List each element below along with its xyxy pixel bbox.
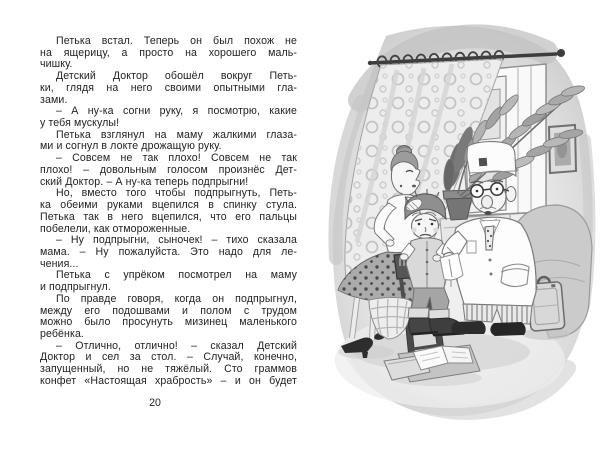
text-line: ребёнка. [40,327,84,340]
text-line: Но, вместо того чтобы подпрыгнуть, Петь- [56,187,297,200]
text-line: у тебя мускулы! [40,117,120,130]
doctor-coat [453,217,536,306]
text-line: можно было просунуть мизинец маленького [40,316,297,329]
text-line: – Совсем не так плохо! Совсем не так [56,152,297,165]
text-line: ки, глядя на него своими опытными гла- [40,81,297,94]
text-line: конфет «Настоящая храбрость» – и он будет [40,374,297,387]
text-line: мама. – Ну пожалуйста. Это надо для ле- [40,245,297,258]
text-line: Доктор и сел за стол. – Случай, конечно, [40,351,297,364]
text-line: ми и согнул в локте дрожащую руку. [40,140,222,153]
text-line: По правде говоря, когда он подпрыгнул, [56,292,297,305]
text-line: – А ну-ка согни руку, я посмотрю, какие [56,105,297,118]
text-line: Петька взглянул на маму жалкими глаза- [56,128,297,141]
boy-hand [400,254,408,260]
text-line: Петька с упрёком посмотрел на маму [56,269,297,282]
text-line: Петька так в него вцепился, что его пальцы [40,210,297,223]
text-line: ский Доктор. – А ну-ка теперь подпрыгни! [40,175,249,188]
text-line: зами. [40,93,68,106]
text-line: чишку. [40,58,73,71]
page-number: 20 [149,397,161,409]
text-line: между его подошвами и полом с трудом [40,304,297,317]
doctor-shoe [451,321,485,334]
story-illustration [328,8,598,438]
text-line: ка обеими руками вцепился в спинку стула. [40,199,297,212]
text-line: Петька встал. Теперь он был похож не [56,35,297,47]
page-text [40,36,297,388]
text-line: запущенный, но не тяжёлый. Сто граммов [40,363,297,376]
text-line: на ящерицу, а просто на хорошего маль- [40,46,297,59]
text-line: – Отлично, отлично! – сказал Детский [56,339,297,352]
text-line: и подпрыгнул. [40,281,111,294]
text-line: плохо! – довольным голосом произнёс Дет- [40,163,297,176]
text-line: – Ну подпрыгни, сыночек! – тихо сказала [56,234,297,247]
doctor-shoe [490,322,525,336]
text-line: чения... [40,257,79,270]
text-line: Детский Доктор обошёл вокруг Петь- [56,70,297,83]
text-line: побелели, как отмороженные. [40,222,191,235]
